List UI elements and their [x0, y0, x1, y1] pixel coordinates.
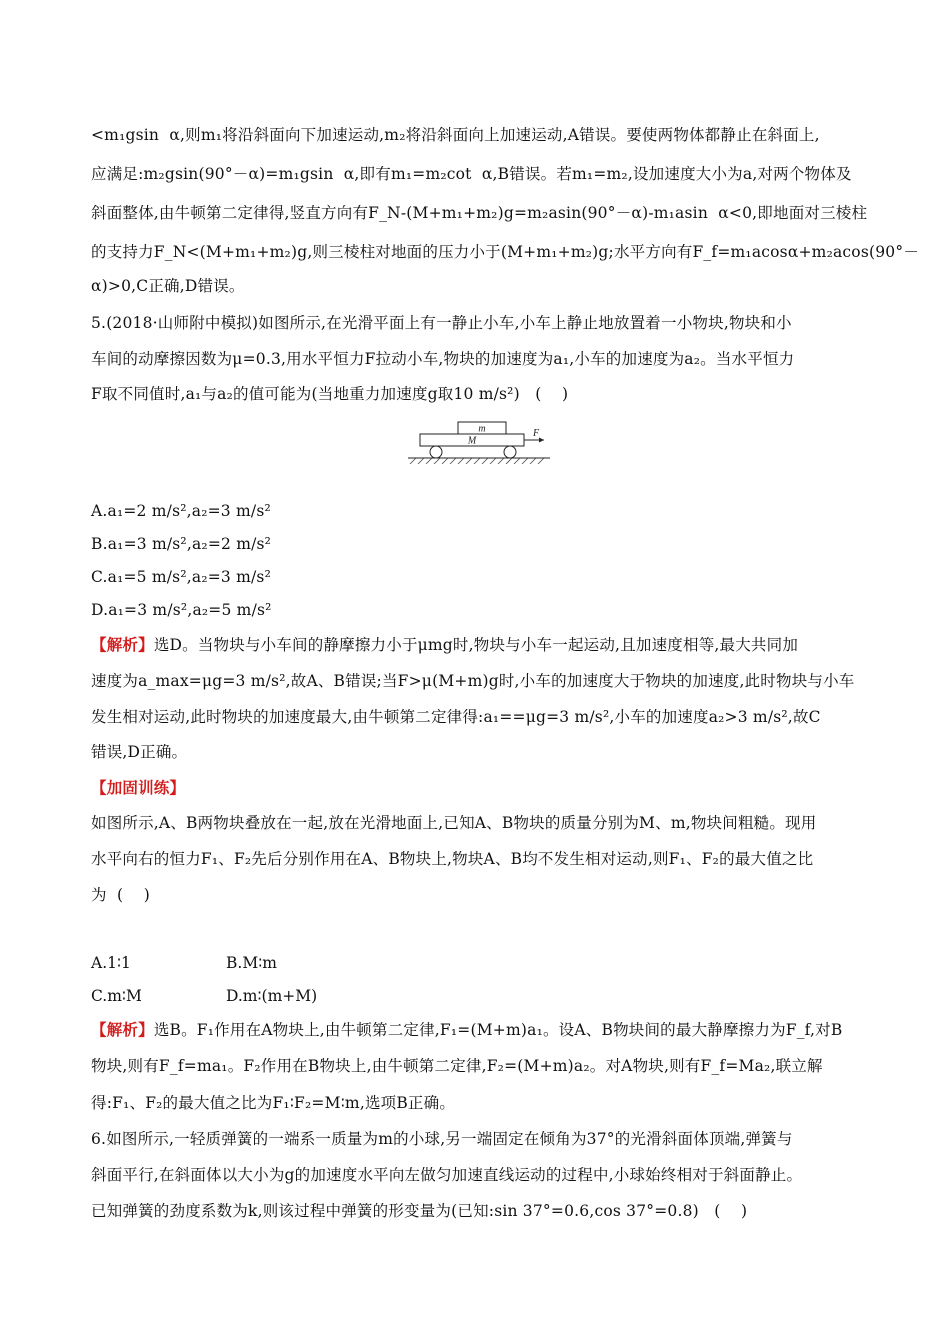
wheel-left	[430, 446, 442, 458]
training-analysis-line-2: 物块,则有F_f=ma₁。F₂作用在B物块上,由牛顿第二定律,F₂=(M+m)a₂。对A物块,则有F_f=Ma₂,联立解	[91, 1057, 823, 1075]
q5-analysis-text-1: 选D。当物块与小车间的静摩擦力小于μmg时,物块与小车一起运动,且加速度相等,最大共同加	[153, 636, 799, 654]
q6-line-1: 6.如图所示,一轻质弹簧的一端系一质量为m的小球,另一端固定在倾角为37°的光滑斜面体顶端,弹簧与	[91, 1130, 793, 1148]
training-q-line-2: 水平向右的恒力F₁、F₂先后分别作用在A、B物块上,物块A、B均不发生相对运动,则F₁、F₂的最大值之比	[91, 850, 814, 868]
q6-line-2: 斜面平行,在斜面体以大小为g的加速度水平向左做匀加速直线运动的过程中,小球始终相对于斜面静止。	[91, 1166, 803, 1184]
training-analysis-line-1	[91, 1019, 842, 1041]
q5-option-c: C.a₁=5 m/s²,a₂=3 m/s²	[91, 568, 271, 586]
q5-analysis-line-4: 错误,D正确。	[91, 743, 188, 761]
ground-hatch	[410, 458, 544, 464]
para1-line-3: 斜面整体,由牛顿第二定律得,竖直方向有F_N-(M+m₁+m₂)g=m₂asin(90°－α)-m₁asin α<0,即地面对三棱柱	[91, 204, 868, 222]
q5-analysis-line-1	[91, 634, 798, 656]
q5-option-a: A.a₁=2 m/s²,a₂=3 m/s²	[91, 502, 271, 520]
training-option-b: B.M∶m	[226, 954, 277, 972]
training-option-c: C.m∶M	[91, 987, 142, 1005]
force-label: F	[533, 428, 540, 439]
training-analysis-text-1: 选B。F₁作用在A物块上,由牛顿第二定律,F₁=(M+m)a₁。设A、B物块间的最大静摩擦力为F_f,对B	[153, 1021, 843, 1039]
training-tag: 【加固训练】	[91, 778, 186, 797]
cart-block-figure	[408, 418, 550, 466]
training-q-line-3: 为 ( )	[91, 886, 150, 904]
analysis-tag: 【解析】	[91, 635, 154, 654]
para1-line-2: 应满足:m₂gsin(90°－α)=m₁gsin α,即有m₁=m₂cot α,B错误。若m₁=m₂,设加速度大小为a,对两个物体及	[91, 165, 852, 183]
wheel-right	[504, 446, 516, 458]
training-option-a: A.1∶1	[91, 954, 131, 972]
q5-analysis-line-2: 速度为a_max=μg=3 m/s²,故A、B错误;当F>μ(M+m)g时,小车的加速度大于物块的加速度,此时物块与小车	[91, 672, 855, 690]
q5-option-b: B.a₁=3 m/s²,a₂=2 m/s²	[91, 535, 272, 553]
para1-line-1: <m₁gsin α,则m₁将沿斜面向下加速运动,m₂将沿斜面向上加速运动,A错误。要使两物体都静止在斜面上,	[91, 126, 820, 144]
block-label: m	[478, 423, 486, 435]
training-analysis-tag: 【解析】	[91, 1020, 154, 1039]
q5-option-d: D.a₁=3 m/s²,a₂=5 m/s²	[91, 601, 272, 619]
force-arrowhead	[539, 438, 544, 443]
para1-line-5: α)>0,C正确,D错误。	[91, 277, 245, 295]
training-q-line-1: 如图所示,A、B两物块叠放在一起,放在光滑地面上,已知A、B物块的质量分别为M、m,物块间粗糙。现用	[91, 814, 817, 832]
q5-line-3: F取不同值时,a₁与a₂的值可能为(当地重力加速度g取10 m/s²) ( )	[91, 385, 569, 403]
cart-label: M	[467, 435, 477, 447]
para1-line-4: 的支持力F_N<(M+m₁+m₂)g,则三棱柱对地面的压力小于(M+m₁+m₂)g;水平方向有F_f=m₁acosα+m₂acos(90°－	[91, 243, 920, 261]
q5-line-1: 5.(2018·山师附中模拟)如图所示,在光滑平面上有一静止小车,小车上静止地放置着一小物块,物块和小	[91, 314, 792, 332]
training-analysis-line-3: 得:F₁、F₂的最大值之比为F₁∶F₂=M∶m,选项B正确。	[91, 1094, 456, 1112]
training-option-d: D.m∶(m+M)	[226, 987, 318, 1005]
q5-line-2: 车间的动摩擦因数为μ=0.3,用水平恒力F拉动小车,物块的加速度为a₁,小车的加速度为a₂。当水平恒力	[91, 350, 795, 368]
q5-analysis-line-3: 发生相对运动,此时物块的加速度最大,由牛顿第二定律得:a₁==μg=3 m/s²,小车的加速度a₂>3 m/s²,故C	[91, 708, 821, 726]
q6-line-3: 已知弹簧的劲度系数为k,则该过程中弹簧的形变量为(已知:sin 37°=0.6,cos 37°=0.8) ( )	[91, 1202, 748, 1220]
